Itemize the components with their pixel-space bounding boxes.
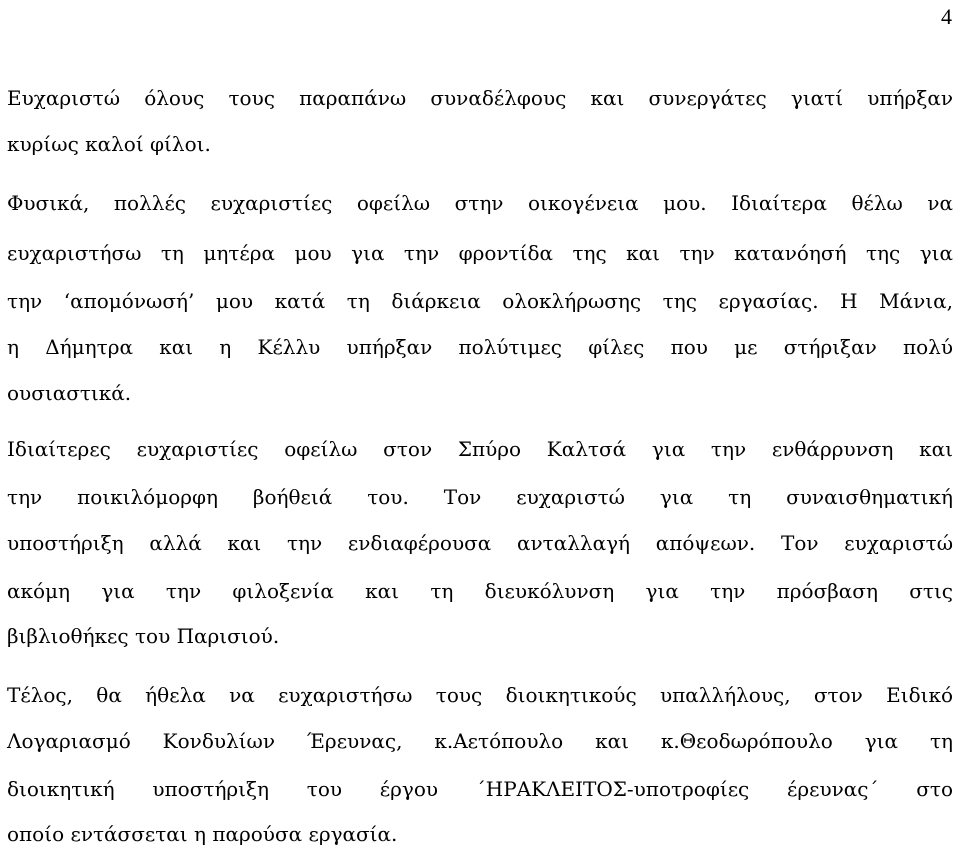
- paragraph-4-line-3: διοικητική υποστήριξη του έργου ΄ΗΡΑΚΛΕΙΤΟΣ-υποτροφίες έρευνας΄ στο: [7, 777, 953, 801]
- paragraph-2-line-4: η Δήμητρα και η Κέλλυ υπήρξαν πολύτιμες φίλες που με στήριξαν πολύ: [7, 335, 953, 359]
- paragraph-3-line-2: την ποικιλόμορφη βοήθειά του. Τον ευχαριστώ για τη συναισθηματική: [7, 485, 953, 509]
- paragraph-2-line-1: Φυσικά, πολλές ευχαριστίες οφείλω στην οικογένεια μου. Ιδιαίτερα θέλω να: [7, 191, 953, 215]
- paragraph-1-line-1: Ευχαριστώ όλους τους παραπάνω συναδέλφους και συνεργάτες γιατί υπήρξαν: [7, 86, 953, 110]
- paragraph-3-line-5: βιβλιοθήκες του Παρισιού.: [7, 624, 280, 648]
- paragraph-2-line-2: ευχαριστήσω τη μητέρα μου για την φροντίδα της και την κατανόησή της για: [7, 241, 953, 265]
- paragraph-1-line-2: κυρίως καλοί φίλοι.: [7, 132, 211, 156]
- paragraph-3-line-3: υποστήριξη αλλά και την ενδιαφέρουσα ανταλλαγή απόψεων. Τον ευχαριστώ: [7, 531, 953, 555]
- paragraph-3-line-1: Ιδιαίτερες ευχαριστίες οφείλω στον Σπύρο Καλτσά για την ενθάρρυνση και: [7, 437, 953, 461]
- paragraph-4-line-1: Τέλος, θα ήθελα να ευχαριστήσω τους διοικητικούς υπαλλήλους, στον Ειδικό: [7, 683, 953, 707]
- paragraph-2-line-3: την ‘απομόνωσή’ μου κατά τη διάρκεια ολοκλήρωσης της εργασίας. Η Μάνια,: [7, 289, 953, 313]
- paragraph-4-line-2: Λογαριασμό Κονδυλίων Έρευνας, κ.Αετόπουλο και κ.Θεοδωρόπουλο για τη: [7, 729, 953, 753]
- paragraph-3-line-4: ακόμη για την φιλοξενία και τη διευκόλυνση για την πρόσβαση στις: [7, 579, 953, 603]
- page-number: 4: [941, 4, 952, 29]
- paragraph-4-line-4: οποίο εντάσσεται η παρούσα εργασία.: [7, 822, 398, 846]
- paragraph-2-line-5: ουσιαστικά.: [7, 381, 132, 405]
